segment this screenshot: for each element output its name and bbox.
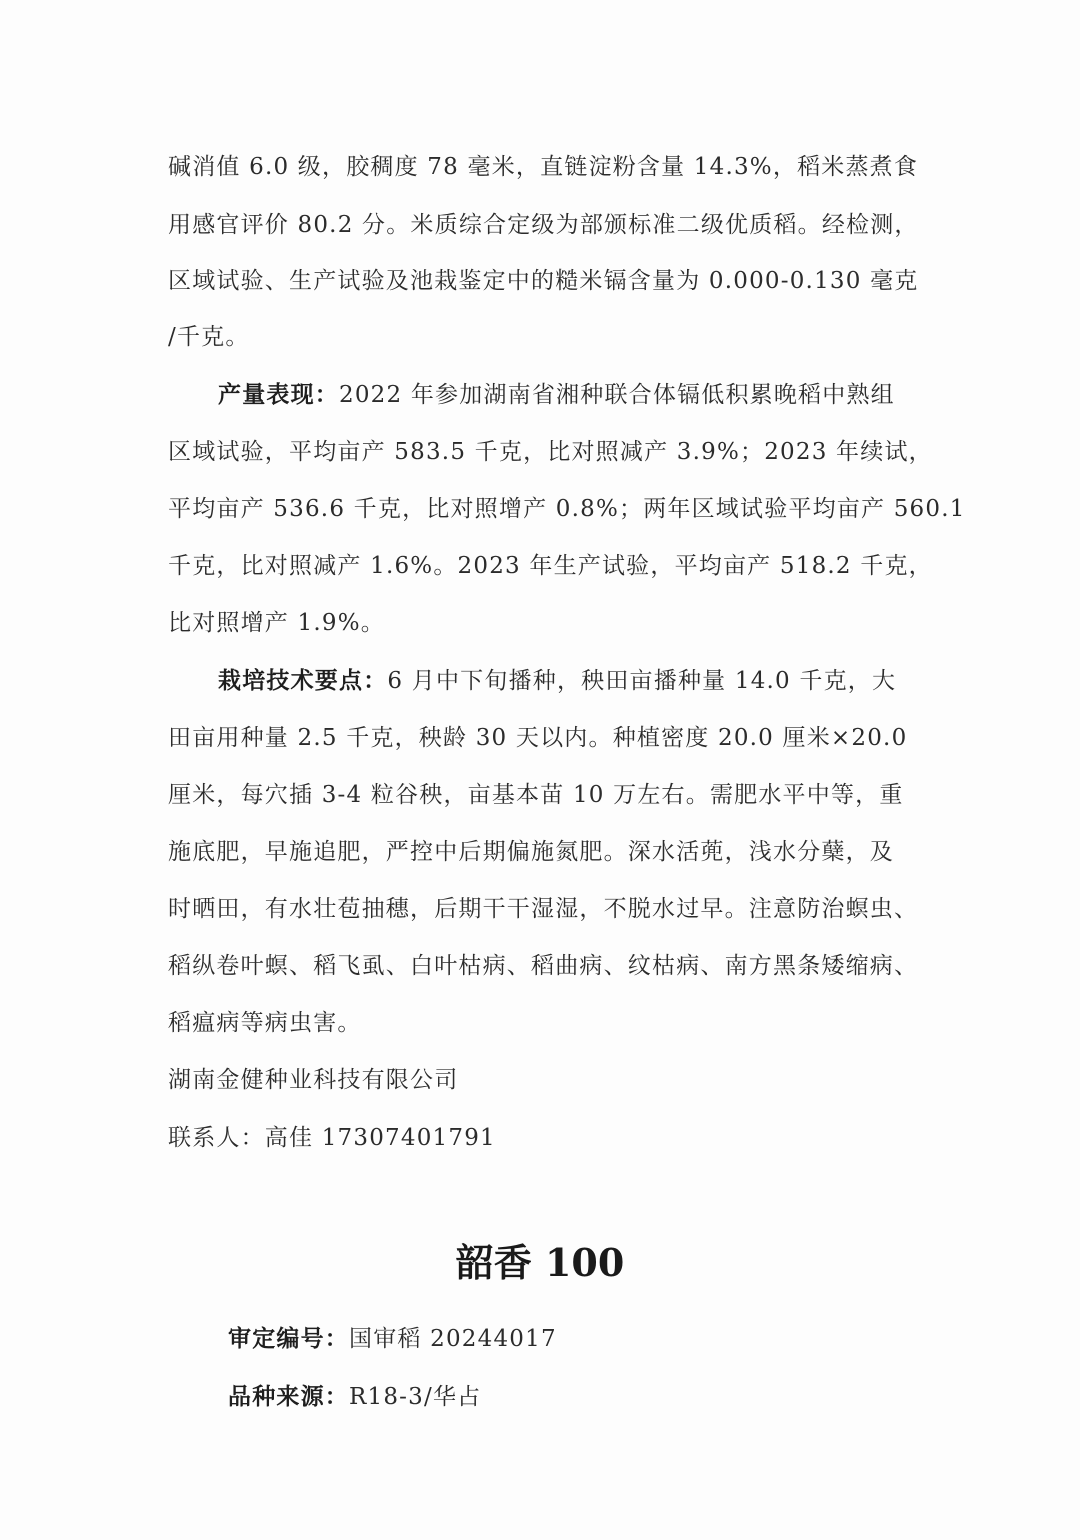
cultivation-line-5: 时晒田，有水壮苞抽穗，后期干干湿湿，不脱水过早。注意防治螟虫、 xyxy=(168,896,919,922)
source-value: R18-3/华占 xyxy=(349,1384,482,1410)
approval-number-line xyxy=(228,1324,557,1354)
quality-line-3: 区域试验、生产试验及池栽鉴定中的糙米镉含量为 0.000-0.130 毫克 xyxy=(168,268,919,294)
cultivation-line-6: 稻纵卷叶螟、稻飞虱、白叶枯病、稻曲病、纹枯病、南方黑条矮缩病、 xyxy=(168,953,919,979)
yield-line-5: 比对照增产 1.9%。 xyxy=(168,610,385,636)
yield-line-4: 千克，比对照减产 1.6%。2023 年生产试验，平均亩产 518.2 千克， xyxy=(168,553,933,579)
cultivation-label: 栽培技术要点： xyxy=(218,667,388,694)
approval-value: 国审稻 20244017 xyxy=(349,1326,557,1352)
variety-title: 韶香 100 xyxy=(455,1240,625,1285)
approval-label: 审定编号： xyxy=(228,1325,349,1352)
company-name: 湖南金健种业科技有限公司 xyxy=(168,1067,459,1093)
quality-line-1: 碱消值 6.0 级，胶稠度 78 毫米，直链淀粉含量 14.3%，稻米蒸煮食 xyxy=(168,154,919,180)
cultivation-first-line-text: 6 月中下旬播种，秧田亩播种量 14.0 千克，大 xyxy=(387,668,897,694)
yield-paragraph-first-line xyxy=(218,380,928,410)
source-label: 品种来源： xyxy=(228,1383,349,1410)
yield-first-line-text: 2022 年参加湖南省湘种联合体镉低积累晚稻中熟组 xyxy=(339,382,895,408)
cultivation-line-7: 稻瘟病等病虫害。 xyxy=(168,1010,362,1036)
contact-person: 联系人：高佳 17307401791 xyxy=(168,1125,496,1151)
cultivation-line-2: 田亩用种量 2.5 千克，秧龄 30 天以内。种植密度 20.0 厘米×20.0 xyxy=(168,725,908,751)
quality-line-2: 用感官评价 80.2 分。米质综合定级为部颁标准二级优质稻。经检测， xyxy=(168,212,919,238)
yield-line-3: 平均亩产 536.6 千克，比对照增产 0.8%；两年区域试验平均亩产 560.1 xyxy=(168,496,966,522)
cultivation-line-3: 厘米，每穴插 3-4 粒谷秧，亩基本苗 10 万左右。需肥水平中等，重 xyxy=(168,782,904,808)
yield-line-2: 区域试验，平均亩产 583.5 千克，比对照减产 3.9%；2023 年续试， xyxy=(168,439,933,465)
cultivation-paragraph-first-line xyxy=(218,666,928,696)
variety-source-line xyxy=(228,1382,481,1412)
cultivation-line-4: 施底肥，早施追肥，严控中后期偏施氮肥。深水活蔸，浅水分蘖，及 xyxy=(168,839,894,865)
quality-line-4: /千克。 xyxy=(168,324,250,350)
yield-label: 产量表现： xyxy=(218,381,339,408)
